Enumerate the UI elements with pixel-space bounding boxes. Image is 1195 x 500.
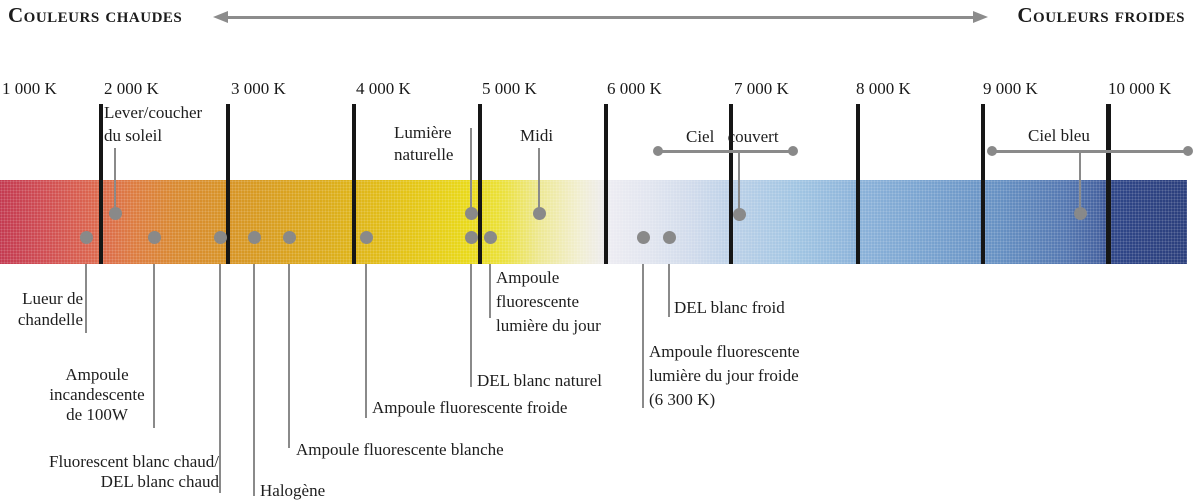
ampoule-fluorescente-blanche-label-line: Ampoule fluorescente blanche bbox=[296, 440, 504, 459]
scale-label-9000K: 9 000 K bbox=[983, 79, 1038, 98]
ampoule-fluorescente-lumiere-du-jour-label-line: Ampoule bbox=[496, 268, 560, 287]
lueur-de-chandelle-label-line: chandelle bbox=[17, 310, 83, 329]
ampoule-fluorescente-lumiere-du-jour-label-line: lumière du jour bbox=[496, 316, 601, 335]
ampoule-incandescente-100w-label bbox=[40, 365, 154, 425]
tick-3000k bbox=[226, 104, 230, 264]
ciel-couvert-bracket-dot-right bbox=[788, 146, 798, 156]
lueur-de-chandelle-dot bbox=[80, 231, 93, 244]
fluorescent-blanc-chaud-del-blanc-chaud-label-line: Fluorescent blanc chaud/ bbox=[49, 452, 219, 471]
lever-coucher-du-soleil-label-line: Lever/coucher bbox=[104, 103, 203, 122]
scale-label-5000K: 5 000 K bbox=[482, 79, 537, 98]
ampoule-fluorescente-lumiere-du-jour-froide-label-line: Ampoule fluorescente bbox=[649, 342, 800, 361]
ciel-couvert-label bbox=[686, 126, 779, 147]
lever-coucher-du-soleil-label bbox=[104, 101, 202, 147]
ampoule-fluorescente-froide-dot bbox=[360, 231, 373, 244]
lever-coucher-du-soleil-label-line: du soleil bbox=[104, 126, 163, 145]
ampoule-fluorescente-froide-label-line: Ampoule fluorescente froide bbox=[372, 398, 568, 417]
tick-9000k bbox=[981, 104, 985, 264]
tick-4000k bbox=[352, 104, 356, 264]
ampoule-fluorescente-froide-stem bbox=[365, 264, 368, 418]
fluorescent-blanc-chaud-del-blanc-chaud-stem bbox=[219, 264, 222, 493]
tick-5000k bbox=[478, 104, 482, 264]
ciel-couvert-bracket-line bbox=[658, 150, 793, 153]
ciel-bleu-dot bbox=[1074, 207, 1087, 220]
del-blanc-froid-stem bbox=[668, 264, 671, 317]
ampoule-fluorescente-blanche-label bbox=[296, 439, 504, 460]
ciel-bleu-stem bbox=[1079, 152, 1082, 213]
ampoule-fluorescente-lumiere-du-jour-stem bbox=[489, 264, 492, 318]
del-blanc-naturel-dot bbox=[465, 231, 478, 244]
ampoule-fluorescente-lumiere-du-jour-froide-label-line: (6 300 K) bbox=[649, 390, 716, 409]
ciel-couvert-stem bbox=[738, 152, 741, 214]
ampoule-fluorescente-lumiere-du-jour-froide-dot bbox=[637, 231, 650, 244]
tick-6000k bbox=[604, 104, 608, 264]
ciel-couvert-label-line: Ciel couvert bbox=[686, 127, 779, 146]
ampoule-incandescente-100w-label-line: de 100W bbox=[66, 405, 128, 424]
ciel-couvert-bracket-dot-left bbox=[653, 146, 663, 156]
tick-2000k bbox=[99, 104, 103, 264]
tick-8000k bbox=[856, 104, 860, 264]
ampoule-fluorescente-lumiere-du-jour-froide-label-line: lumière du jour froide bbox=[649, 366, 799, 385]
ampoule-incandescente-100w-label-line: Ampoule bbox=[65, 365, 129, 384]
del-blanc-froid-dot bbox=[663, 231, 676, 244]
ampoule-fluorescente-lumiere-du-jour-label-line: fluorescente bbox=[496, 292, 580, 311]
ciel-couvert-dot bbox=[733, 208, 746, 221]
midi-stem bbox=[538, 148, 541, 213]
ciel-bleu-bracket-line bbox=[992, 150, 1188, 153]
scale-label-7000K: 7 000 K bbox=[734, 79, 789, 98]
ciel-bleu-label-line: Ciel bleu bbox=[1028, 126, 1090, 145]
scale-label-8000K: 8 000 K bbox=[856, 79, 911, 98]
halogene-label bbox=[260, 480, 325, 500]
lueur-de-chandelle-label-line: Lueur de bbox=[22, 289, 83, 308]
ampoule-fluorescente-blanche-dot bbox=[283, 231, 296, 244]
fluorescent-blanc-chaud-del-blanc-chaud-label bbox=[49, 452, 219, 492]
scale-label-10000K: 10 000 K bbox=[1108, 79, 1172, 98]
ampoule-fluorescente-lumiere-du-jour-froide-label bbox=[649, 340, 800, 412]
scale-label-6000K: 6 000 K bbox=[607, 79, 662, 98]
del-blanc-naturel-label bbox=[477, 370, 602, 391]
right-arrowhead-icon bbox=[973, 11, 988, 23]
lumiere-naturelle-label bbox=[394, 122, 453, 166]
lueur-de-chandelle-stem bbox=[85, 264, 88, 333]
fluorescent-blanc-chaud-del-blanc-chaud-dot bbox=[214, 231, 227, 244]
ampoule-fluorescente-lumiere-du-jour-froide-stem bbox=[642, 264, 645, 408]
ampoule-fluorescente-lumiere-du-jour-label bbox=[496, 266, 601, 338]
ampoule-incandescente-100w-dot bbox=[148, 231, 161, 244]
lueur-de-chandelle-label bbox=[18, 288, 83, 330]
lever-coucher-du-soleil-dot bbox=[109, 207, 122, 220]
del-blanc-naturel-label-line: DEL blanc naturel bbox=[477, 371, 602, 390]
scale-label-2000K: 2 000 K bbox=[104, 79, 159, 98]
ampoule-incandescente-100w-label-line: incandescente bbox=[49, 385, 145, 404]
lumiere-naturelle-label-line: naturelle bbox=[394, 145, 454, 164]
halogene-stem bbox=[253, 264, 256, 496]
ampoule-fluorescente-lumiere-du-jour-dot bbox=[484, 231, 497, 244]
temperature-gradient-bar bbox=[0, 180, 1187, 264]
midi-label-line: Midi bbox=[520, 126, 554, 145]
halogene-dot bbox=[248, 231, 261, 244]
ampoule-fluorescente-froide-label bbox=[372, 397, 567, 418]
tick-10000k bbox=[1106, 104, 1111, 264]
cold-colors-title: Couleurs froides bbox=[1017, 3, 1185, 27]
ciel-bleu-bracket-dot-left bbox=[987, 146, 997, 156]
arrow-line bbox=[226, 16, 976, 19]
halogene-label-line: Halogène bbox=[260, 481, 326, 500]
lever-coucher-du-soleil-stem bbox=[114, 148, 117, 213]
ciel-bleu-bracket-dot-right bbox=[1183, 146, 1193, 156]
lumiere-naturelle-label-line: Lumière bbox=[394, 123, 452, 142]
midi-dot bbox=[533, 207, 546, 220]
del-blanc-froid-label-line: DEL blanc froid bbox=[674, 298, 785, 317]
lumiere-naturelle-stem bbox=[470, 128, 473, 213]
warm-colors-title: Couleurs chaudes bbox=[8, 3, 183, 27]
ampoule-fluorescente-blanche-stem bbox=[288, 264, 291, 448]
scale-label-3000K: 3 000 K bbox=[231, 79, 286, 98]
scale-label-1000K: 1 000 K bbox=[2, 79, 57, 98]
del-blanc-froid-label bbox=[674, 297, 785, 318]
midi-label bbox=[520, 125, 553, 146]
fluorescent-blanc-chaud-del-blanc-chaud-label-line: DEL blanc chaud bbox=[100, 472, 219, 491]
ciel-bleu-label bbox=[1028, 125, 1090, 146]
scale-label-4000K: 4 000 K bbox=[356, 79, 411, 98]
del-blanc-naturel-stem bbox=[470, 264, 473, 387]
lumiere-naturelle-dot bbox=[465, 207, 478, 220]
